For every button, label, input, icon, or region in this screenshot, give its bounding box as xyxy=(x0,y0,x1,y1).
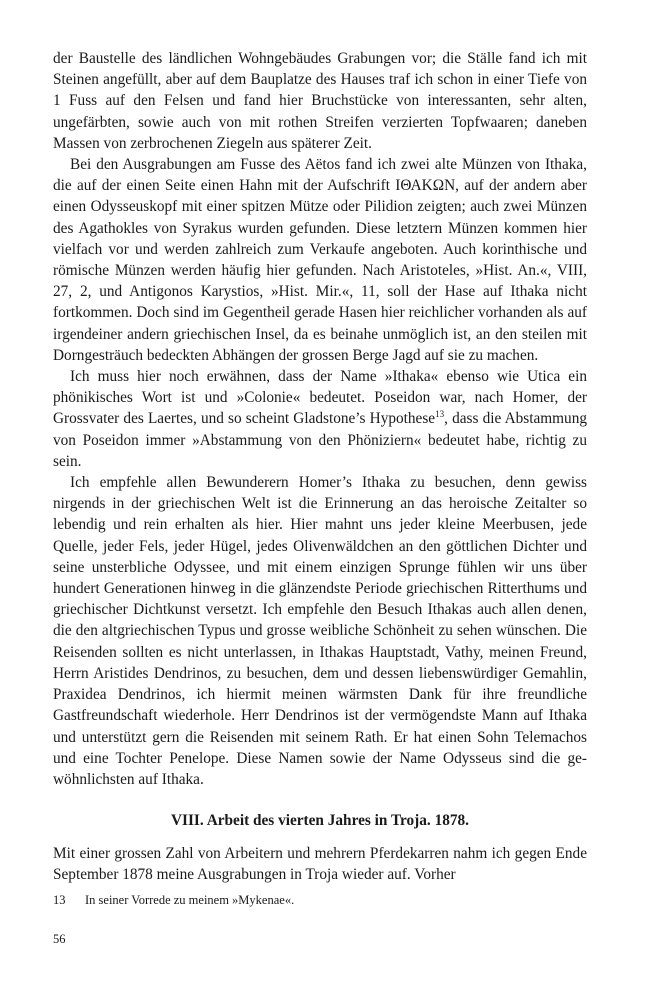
paragraph-1: der Baustelle des ländlichen Wohngebäudes Grabungen vor; die Ställe fand ich mit Steinen angefüllt, aber auf dem Bauplatze des Hauses traf ich schon in einer Tiefe von 1 Fuss auf den Felsen und fand hier Bruchstücke von interessanten, sehr alten, ungefärbten, sowie auch von mit rothen Streifen verzierten Topfwaaren; daneben Massen von zerbrochenen Ziegeln aus späterer Zeit. xyxy=(53,50,587,152)
paragraph-2: Bei den Ausgrabungen am Fusse des Aëtos fand ich zwei alte Münzen von Ithaka, die auf der einen Seite einen Hahn mit der Aufschrift ΙΘΑΚΩΝ, auf der andern aber einen Odysseuskopf mit einer spitzen Mütze oder Pilidion zeigten; auch zwei Münzen des Agathokles von Syrakus wurden gefunden. Diese letztern Münzen kommen hier vielfach vor und werden zahlreich zum Verkaufe angeboten. Auch korinthische und römische Münzen werden häufig hier gefunden. Nach Aristoteles, »Hist. An.«, VIII, 27, 2, und Antigonos Karystios, »Hist. Mir.«, 11, soll der Hase auf Ithaka nicht fortkommen. Doch sind im Gegentheil gerade Hasen hier reichlicher vorhanden als auf irgendeiner andern griechischen Insel, da es beinahe unmöglich ist, an den steilen mit Dorngesträuch bedeckten Abhängen der grossen Berge Jagd auf sie zu machen. xyxy=(53,156,587,364)
section-text xyxy=(53,843,587,885)
paragraph-4: Ich empfehle allen Bewunderern Homer’s Ithaka zu besuchen, denn gewiss nirgends in der griechischen Welt ist die Erinnerung an das heroische Zeitalter so lebendig und rein erhalten als hier. Hier mahnt uns jeder kleine Meerbusen, jede Quelle, jeder Fels, jeder Hügel, jedes Olivenwäldchen an den göttlichen Dichter und seine unsterbliche Odyssee, und mit einem einzigen Sprunge fühlen wir uns über hundert Generationen hinweg in die glänzendste Periode griechischen Ritterthums und griechischer Dichtkunst versetzt. Ich empfehle den Besuch Ithakas auch allen denen, die den altgriechischen Typus und grosse weibliche Schönheit zu sehen wünschen. Die Reisenden sollten es nicht unterlassen, in Ithakas Hauptstadt, Vathy, meinen Freund, Herrn Aristides Dendrinos, zu besuchen, dem und dessen liebenswürdiger Gemahlin, Praxidea Dendrinos, ich hiermit meinen wärmsten Dank für ihre freundliche Gastfreundschaft wiederhole. Herr Dendrinos ist der vermögendste Mann auf Ithaka und unterstützt gern die Reisenden mit seinem Rath. Er hat einen Sohn Telemachos und eine Tochter Penelope. Diese Namen sowie der Name Odysseus sind die gewöhnlichsten auf Ithaka. xyxy=(53,474,587,788)
paragraph-3 xyxy=(53,366,587,472)
footnote-number: 13 xyxy=(53,892,66,907)
page-body xyxy=(53,48,587,909)
paragraph-5: Mit einer grossen Zahl von Arbeitern und mehrern Pferdekarren nahm ich gegen Ende September 1878 meine Ausgrabungen in Troja wieder auf. Vorher xyxy=(53,845,587,884)
main-text xyxy=(53,48,587,790)
page-number: 56 xyxy=(53,932,66,946)
section-heading: VIII. Arbeit des vierten Jahres in Troja. 1878. xyxy=(170,812,469,830)
footnote xyxy=(53,892,587,909)
paragraph-3-part-2: , dass die Abstammung von Poseidon immer »Abstammung von den Phöniziern« bedeutet habe, richtig zu sein. xyxy=(53,410,587,470)
paragraph-3-part-1: Ich muss hier noch erwähnen, dass der Name »Ithaka« ebenso wie Utica ein phönikisches Wort ist und »Colonie« bedeutet. Poseidon war, nach Homer, der Grossvater des Laertes, und so scheint Gladstone’s Hypothese xyxy=(53,368,587,428)
footnote-reference[interactable]: 13 xyxy=(435,409,445,420)
footnote-text: In seiner Vorrede zu meinem »Mykenae«. xyxy=(85,892,295,907)
